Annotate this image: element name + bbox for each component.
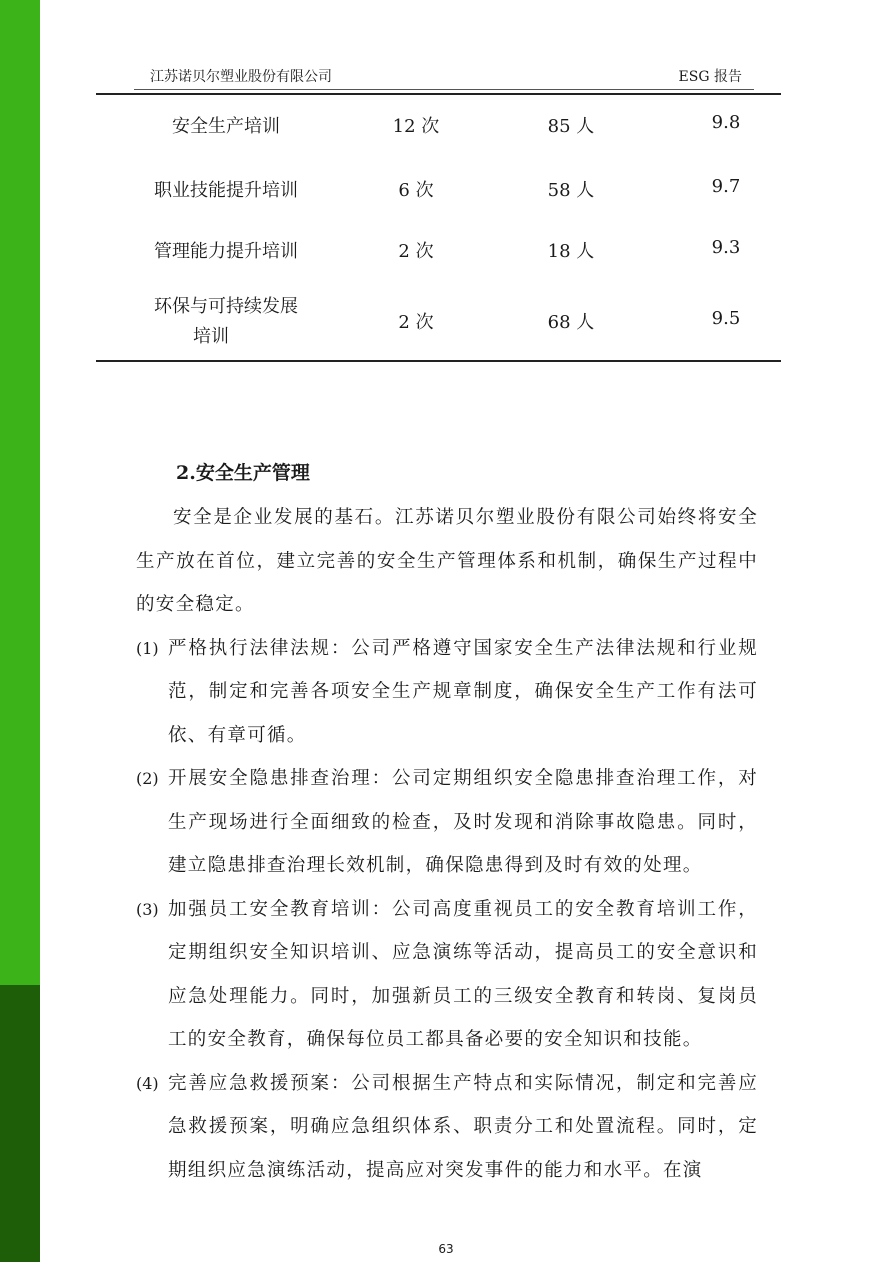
item-text: 加强员工安全教育培训：公司高度重视员工的安全教育培训工作，定期组织安全知识培训、应急演练等活动，提高员工的安全意识和应急处理能力。同时，加强新员工的三级安全教育和转岗、复岗员工的安全教育，确保每位员工都具备必要的安全知识和技能。: [168, 898, 758, 1050]
table-row: [96, 292, 781, 348]
training-sessions: 6 次: [398, 180, 434, 201]
training-score: 9.5: [711, 308, 741, 329]
training-sessions: 12 次: [392, 116, 440, 137]
header-report-title: ESG 报告: [678, 69, 742, 85]
header-divider: [134, 89, 754, 90]
item-text: 严格执行法律法规：公司严格遵守国家安全生产法律法规和行业规范，制定和完善各项安全生产规章制度，确保安全生产工作有法可依、有章可循。: [168, 637, 758, 746]
training-name-line2: 培训: [193, 326, 229, 347]
item-text: 完善应急救援预案：公司根据生产特点和实际情况，制定和完善应急救援预案，明确应急组织体系、职责分工和处置流程。同时，定期组织应急演练活动，提高应对突发事件的能力和水平。在演: [168, 1072, 758, 1181]
page-number: 63: [438, 1242, 454, 1256]
training-sessions: 2 次: [398, 312, 434, 333]
training-name-line1: 环保与可持续发展: [154, 296, 298, 317]
page-header: [134, 64, 754, 90]
table-bottom-rule: [96, 360, 781, 362]
sidebar-accent-dark: [0, 985, 40, 1262]
training-participants: 58 人: [547, 180, 595, 201]
section-title: 2.安全生产管理: [176, 462, 310, 484]
table-top-rule: [96, 93, 781, 95]
training-score: 9.3: [711, 237, 741, 258]
item-number: (1): [136, 638, 159, 658]
list-item: [136, 627, 758, 758]
item-number: (2): [136, 769, 159, 788]
training-participants: 18 人: [547, 241, 595, 262]
item-number: (4): [136, 1073, 159, 1093]
header-company-name: 江苏诺贝尔塑业股份有限公司: [150, 69, 332, 85]
item-number: (3): [136, 899, 159, 919]
training-name: 安全生产培训: [172, 116, 280, 137]
training-name: 管理能力提升培训: [154, 241, 298, 262]
training-name: 职业技能提升培训: [154, 180, 298, 201]
list-item: [136, 1062, 758, 1193]
training-sessions: 2 次: [398, 241, 434, 262]
list-item: [136, 757, 758, 888]
training-participants: 68 人: [547, 312, 595, 333]
item-text: 开展安全隐患排查治理：公司定期组织安全隐患排查治理工作，对生产现场进行全面细致的检查，及时发现和消除事故隐患。同时，建立隐患排查治理长效机制，确保隐患得到及时有效的处理。: [168, 768, 758, 876]
section-body: [136, 496, 758, 1192]
training-participants: 85 人: [547, 116, 595, 137]
list-item: [136, 888, 758, 1062]
sidebar-accent-light: [0, 0, 40, 985]
section-intro: 安全是企业发展的基石。江苏诺贝尔塑业股份有限公司始终将安全生产放在首位，建立完善的安全生产管理体系和机制，确保生产过程中的安全稳定。: [136, 507, 758, 615]
training-score: 9.7: [711, 176, 741, 197]
training-score: 9.8: [711, 112, 741, 133]
